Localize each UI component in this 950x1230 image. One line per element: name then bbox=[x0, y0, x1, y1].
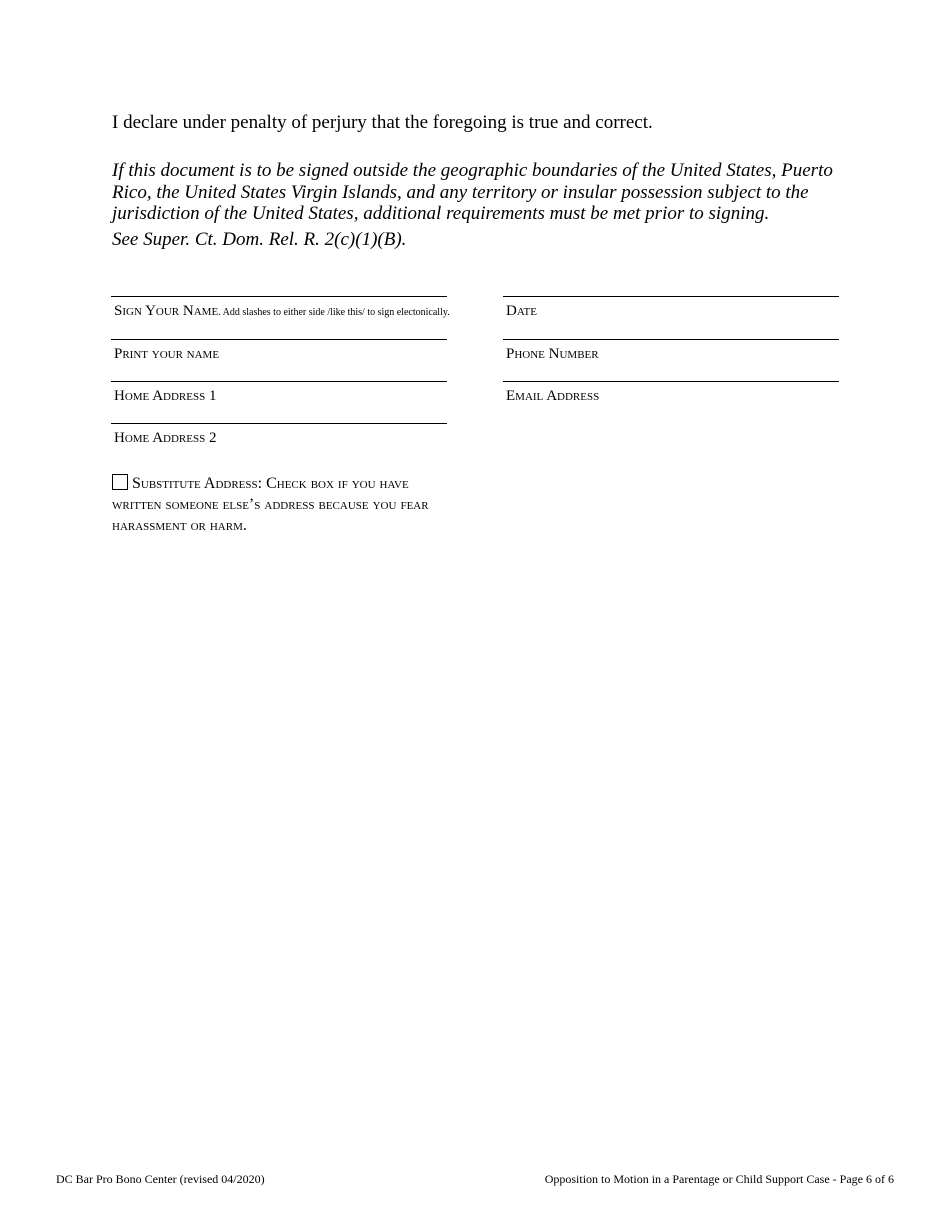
home-address-2-line[interactable] bbox=[111, 423, 447, 424]
substitute-address-label: Substitute Address: Check box if you have written someone else’s address because you fear harassment or harm. bbox=[112, 475, 429, 534]
substitute-address-option bbox=[112, 473, 452, 536]
notice-text: If this document is to be signed outside the geographic boundaries of the United States, Puerto Rico, the United States Virgin Islands, and any territory or insular possession subject to the jurisdiction of the United States, additional requirements must be met prior to signing. bbox=[112, 160, 833, 224]
home-address-2-label: Home Address 2 bbox=[114, 430, 217, 446]
print-name-field[interactable] bbox=[111, 339, 447, 363]
print-name-line[interactable] bbox=[111, 339, 447, 340]
email-address-line[interactable] bbox=[503, 381, 839, 382]
date-label: Date bbox=[506, 303, 537, 319]
phone-number-line[interactable] bbox=[503, 339, 839, 340]
print-name-label: Print your name bbox=[114, 346, 220, 362]
sign-name-label bbox=[111, 302, 450, 322]
sign-name-field[interactable] bbox=[111, 296, 450, 322]
email-address-label: Email Address bbox=[506, 388, 600, 404]
signing-location-notice bbox=[112, 160, 852, 250]
footer-revision: DC Bar Pro Bono Center (revised 04/2020) bbox=[56, 1172, 265, 1186]
sign-electronically-note: . Add slashes to either side /like this/ to sign electonically. bbox=[218, 307, 450, 318]
sign-name-label-text: Sign Your Name bbox=[114, 303, 219, 319]
home-address-1-line[interactable] bbox=[111, 381, 447, 382]
email-address-field[interactable] bbox=[503, 381, 839, 405]
phone-number-label: Phone Number bbox=[506, 346, 599, 362]
date-field[interactable] bbox=[503, 296, 839, 320]
home-address-1-field[interactable] bbox=[111, 381, 447, 405]
signature-line[interactable] bbox=[111, 296, 447, 297]
notice-citation: See Super. Ct. Dom. Rel. R. 2(c)(1)(B). bbox=[112, 228, 407, 250]
date-line[interactable] bbox=[503, 296, 839, 297]
phone-number-field[interactable] bbox=[503, 339, 839, 363]
home-address-2-field[interactable] bbox=[111, 423, 447, 447]
substitute-address-checkbox[interactable] bbox=[112, 474, 128, 490]
perjury-declaration: I declare under penalty of perjury that the foregoing is true and correct. bbox=[112, 112, 653, 133]
footer-page-info: Opposition to Motion in a Parentage or Child Support Case - Page 6 of 6 bbox=[544, 1172, 894, 1186]
home-address-1-label: Home Address 1 bbox=[114, 388, 217, 404]
